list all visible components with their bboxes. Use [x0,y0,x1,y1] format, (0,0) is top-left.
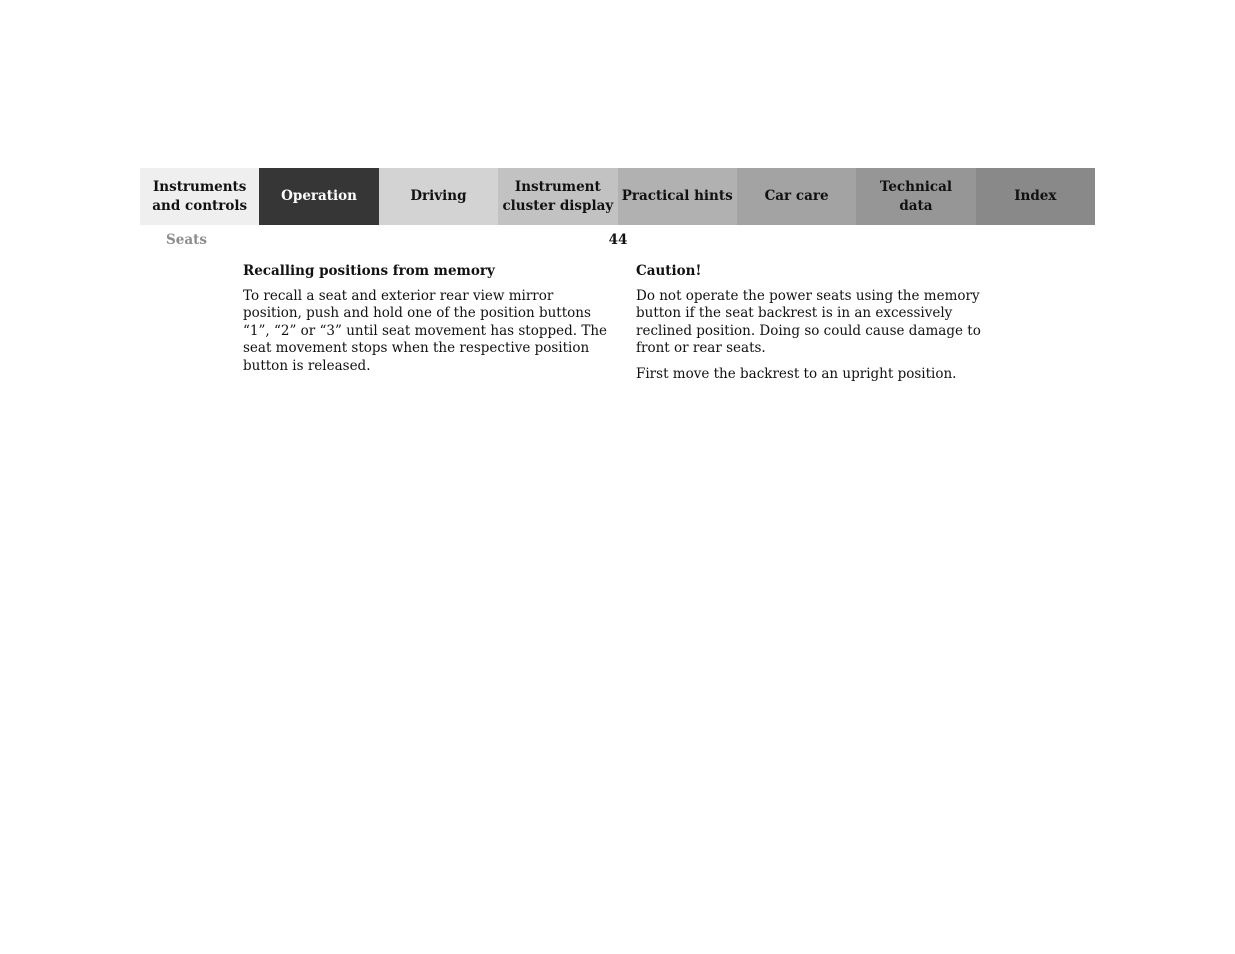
caution-paragraph: Do not operate the power seats using the memory button if the seat backrest is in an excessively reclined position. Doing so could cause damage to front or rear seats. [636,288,981,357]
left-column [243,262,609,383]
tab-car-care[interactable]: Car care [737,168,856,225]
tab-index[interactable]: Index [976,168,1095,225]
tab-practical-hints[interactable]: Practical hints [618,168,737,225]
tab-operation[interactable]: Operation [259,168,378,225]
tab-instruments-and-controls[interactable]: Instruments and controls [140,168,259,225]
caution-instruction: First move the backrest to an upright position. [636,365,957,382]
caution-column [636,262,996,391]
tab-driving[interactable]: Driving [379,168,498,225]
left-heading: Recalling positions from memory [243,263,495,279]
tab-instrument-cluster-display[interactable]: Instrument cluster display [498,168,617,225]
left-paragraph: To recall a seat and exterior rear view mirror position, push and hold one of the position buttons “1”, “2” or “3” until seat movement has stopped. The seat movement stops when the respective position button is released. [243,288,608,374]
page-number: 44 [608,232,628,248]
section-title: Seats [166,232,207,248]
chapter-navigation [140,168,1095,225]
tab-technical-data[interactable]: Technical data [856,168,975,225]
caution-heading: Caution! [636,263,702,279]
